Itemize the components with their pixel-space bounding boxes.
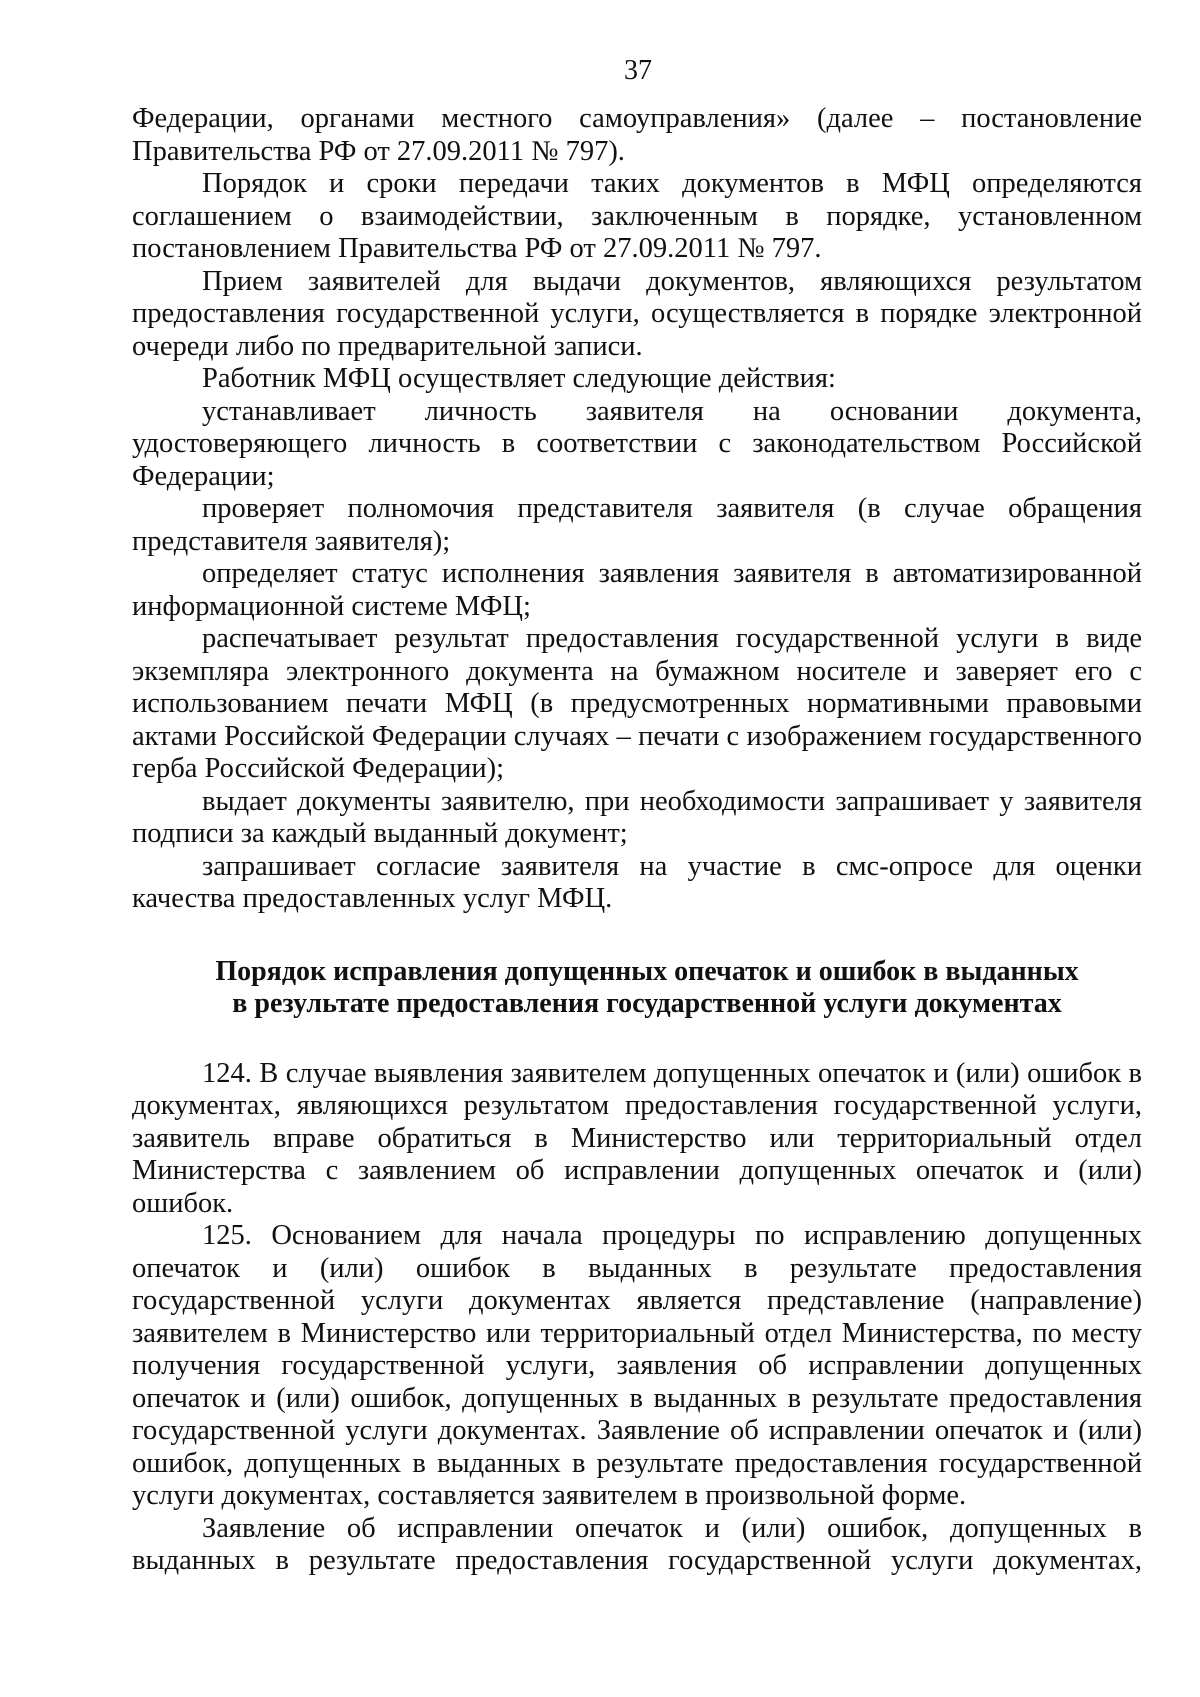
section-heading-line-1: Порядок исправления допущенных опечаток и ошибок в выданных xyxy=(215,955,1079,987)
paragraphs-after-heading xyxy=(132,1058,1142,1578)
paragraph: 125. Основанием для начала процедуры по исправлению допущенных опечаток и (или) ошибок в выданных в результате предоставления государственной услуги документах является представление (направление) заявителем в Министерство или территориальный отдел Министерства, по месту получения государственной услуги, заявления об исправлении допущенных опечаток и (или) ошибок, допущенных в выданных в результате предоставления государственной услуги документах. Заявление об исправлении опечаток и (или) ошибок, допущенных в выданных в результате предоставления государственной услуги документах, составляется заявителем в произвольной форме. xyxy=(132,1220,1142,1511)
paragraph: Заявление об исправлении опечаток и (или) ошибок, допущенных в выданных в результате предоставления государственной услуги документах, xyxy=(132,1512,1142,1576)
paragraph: 124. В случае выявления заявителем допущенных опечаток и (или) ошибок в документах, являющихся результатом предоставления государственной услуги, заявитель вправе обратиться в Министерство или территориальный отдел Министерства с заявлением об исправлении допущенных опечаток и (или) ошибок. xyxy=(132,1057,1142,1219)
paragraph: Порядок и сроки передачи таких документов в МФЦ определяются соглашением о взаимодействии, заключенным в порядке, установленном постановлением Правительства РФ от 27.09.2011 № 797. xyxy=(132,168,1142,264)
paragraph: проверяет полномочия представителя заявителя (в случае обращения представителя заявителя); xyxy=(132,493,1142,557)
paragraph: выдает документы заявителю, при необходимости запрашивает у заявителя подписи за каждый выданный документ; xyxy=(132,785,1142,849)
section-heading xyxy=(132,956,1142,1020)
section-heading-line-2: в результате предоставления государственной услуги документах xyxy=(232,987,1062,1019)
document-body xyxy=(132,103,1142,1578)
paragraph: распечатывает результат предоставления государственной услуги в виде экземпляра электронного документа на бумажном носителе и заверяет его с использованием печати МФЦ (в предусмотренных нормативными правовыми актами Российской Федерации случаях – печати с изображением государственного герба Российской Федерации); xyxy=(132,623,1142,784)
paragraph: Работник МФЦ осуществляет следующие действия: xyxy=(202,363,836,394)
paragraph: определяет статус исполнения заявления заявителя в автоматизированной информационной системе МФЦ; xyxy=(132,558,1142,622)
page-number: 37 xyxy=(624,55,652,86)
paragraph: запрашивает согласие заявителя на участие в смс-опросе для оценки качества предоставленных услуг МФЦ. xyxy=(132,850,1142,914)
paragraphs-before-heading xyxy=(132,103,1142,916)
paragraph: Прием заявителей для выдачи документов, являющихся результатом предоставления государственной услуги, осуществляется в порядке электронной очереди либо по предварительной записи. xyxy=(132,265,1142,362)
paragraph: Федерации, органами местного самоуправления» (далее – постановление Правительства РФ от 27.09.2011 № 797). xyxy=(132,103,1142,167)
paragraph: устанавливает личность заявителя на основании документа, удостоверяющего личность в соответствии с законодательством Российской Федерации; xyxy=(132,395,1142,492)
